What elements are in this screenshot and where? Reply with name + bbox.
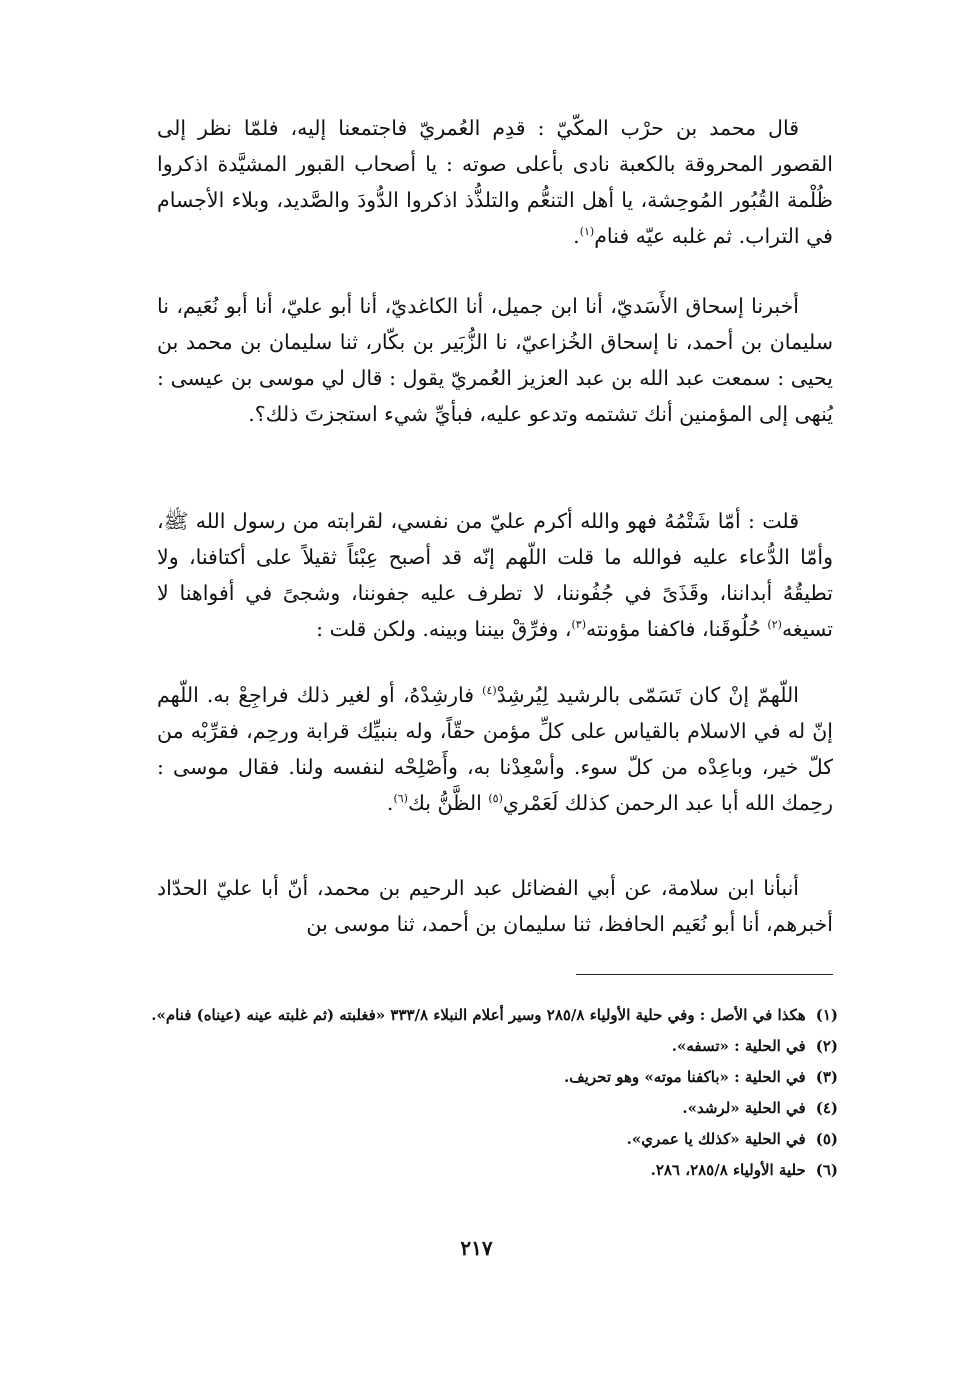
text-run: ، وفرِّقْ بيننا وبينه. ولكن قلت : (316, 617, 572, 641)
text-run: قال محمد بن حرْب المكّيّ : قدِم العُمريّ فاجتمعنا إليه، فلمّا نظر إلى القصور المحروقة بالكعبة نادى بأعلى صوته : يا أصحاب القبور المشيَّدة اذكروا ظُلْمة القُبُور المُوحِشة، يا أهل التنعُّم والتلذُّذ اذكروا الدُّودَ والصَّديد، وبلاء الأجسام في التراب. ثم غلبه عيّه فنام (157, 116, 833, 248)
footnote-number: (٣) (815, 1068, 838, 1086)
text-run: الظَّنُّ بك (407, 791, 489, 815)
footnote-divider (576, 974, 833, 975)
footnote-text: حلية الأولياء ٢٨٥/٨، ٢٨٦. (650, 1161, 806, 1179)
paragraph-4 (157, 677, 833, 821)
footnote-number: (٢) (815, 1037, 838, 1055)
paragraph-5 (157, 870, 833, 942)
paragraph-3 (157, 503, 833, 647)
page-number: ٢١٧ (460, 1236, 493, 1260)
footnote-5 (150, 1124, 838, 1155)
paragraph-1 (157, 110, 833, 254)
footnote-text: في الحلية «لرشد». (682, 1099, 806, 1117)
footnote-number: (٥) (815, 1130, 838, 1148)
footnote-text: في الحلية : «تسفه». (671, 1037, 806, 1055)
text-run: قلت : أمّا شَتْمُهُ فهو والله أكرم عليّ من نفسي، لقرابته من رسول الله ﷺ، وأمّا الدُّعاء عليه فوالله ما قلت اللّهم إنّه قد أصبح عِبْئاً ثقيلاً على أكتافنا، ولا تطيقُهُ أبداننا، وقَذَىً في جُفُوننا، لا تطرف عليه جفوننا، وشجىً في أفواهنا لا تسيغه (157, 509, 833, 641)
footnote-ref-4: (٤) (482, 684, 497, 698)
text-run: أنبأنا ابن سلامة، عن أبي الفضائل عبد الرحيم بن محمد، أنّ أبا عليّ الحدّاد أخبرهم، أنا أبو نُعَيم الحافظ، ثنا سليمان بن أحمد، ثنا موسى بن (157, 876, 833, 936)
footnote-number: (٦) (815, 1161, 838, 1179)
footnote-ref-3: (٣) (571, 618, 586, 632)
footnote-3 (150, 1062, 838, 1093)
footnote-number: (١) (815, 1006, 838, 1024)
footnote-ref-6: (٦) (393, 792, 408, 806)
footnote-2 (150, 1031, 838, 1062)
text-run: . (386, 791, 394, 815)
footnote-1 (150, 1000, 838, 1031)
paragraph-2 (157, 288, 833, 432)
text-run: أخبرنا إسحاق الأَسَديّ، أنا ابن جميل، أنا الكاغديّ، أنا أبو عليّ، أنا أبو نُعَيم، نا سليمان بن أحمد، نا إسحاق الخُزاعيّ، نا الزُّبَير بن بكّار، ثنا سليمان بن محمد بن يحيى : سمعت عبد الله بن عبد العزيز العُمريّ يقول : قال لي موسى بن عيسى : يُنهى إلى المؤمنين أنك تشتمه وتدعو عليه، فبأيِّ شيء استجزتَ ذلك؟. (157, 294, 833, 426)
text-run: فارشِدْهُ، أو لغير ذلك فراجِعْ به. اللّهم إنّ له في الاسلام بالقياس على كلِّ مؤمن حقّاً، وله بنبيِّك قرابة ورحِم، فقرِّبْه من كلّ خير، وباعِدْه من كلّ سوء. وأسْعِدْنا به، وأَصْلِحْه لنفسه ولنا. فقال موسى : رحِمك الله أبا عبد الرحمن كذلك لَعَمْري (157, 683, 833, 815)
footnotes (150, 1000, 838, 1186)
text-run: . (573, 224, 580, 248)
footnote-text: في الحلية : «باكفنا موته» وهو تحريف. (563, 1068, 806, 1086)
footnote-text: هكذا في الأصل : وفي حلية الأولياء ٢٨٥/٨ وسير أعلام النبلاء ٣٣٣/٨ «فغلبته (ثم غلبته عينه (عيناه) فنام». (151, 1006, 806, 1024)
footnote-number: (٤) (815, 1099, 838, 1117)
text-run: حُلُوقَنا، فاكفنا مؤونته (586, 617, 768, 641)
footnote-ref-5: (٥) (488, 792, 503, 806)
footnote-6 (150, 1155, 838, 1186)
footnote-ref-1: (١) (579, 225, 595, 239)
footnote-ref-2: (٢) (767, 618, 782, 632)
footnote-4 (150, 1093, 838, 1124)
text-run: اللّهمّ إنْ كان تَسَمّى بالرشيد لِيُرشِدْ (496, 683, 799, 707)
footnote-text: في الحلية «كذلك يا عمري». (626, 1130, 806, 1148)
